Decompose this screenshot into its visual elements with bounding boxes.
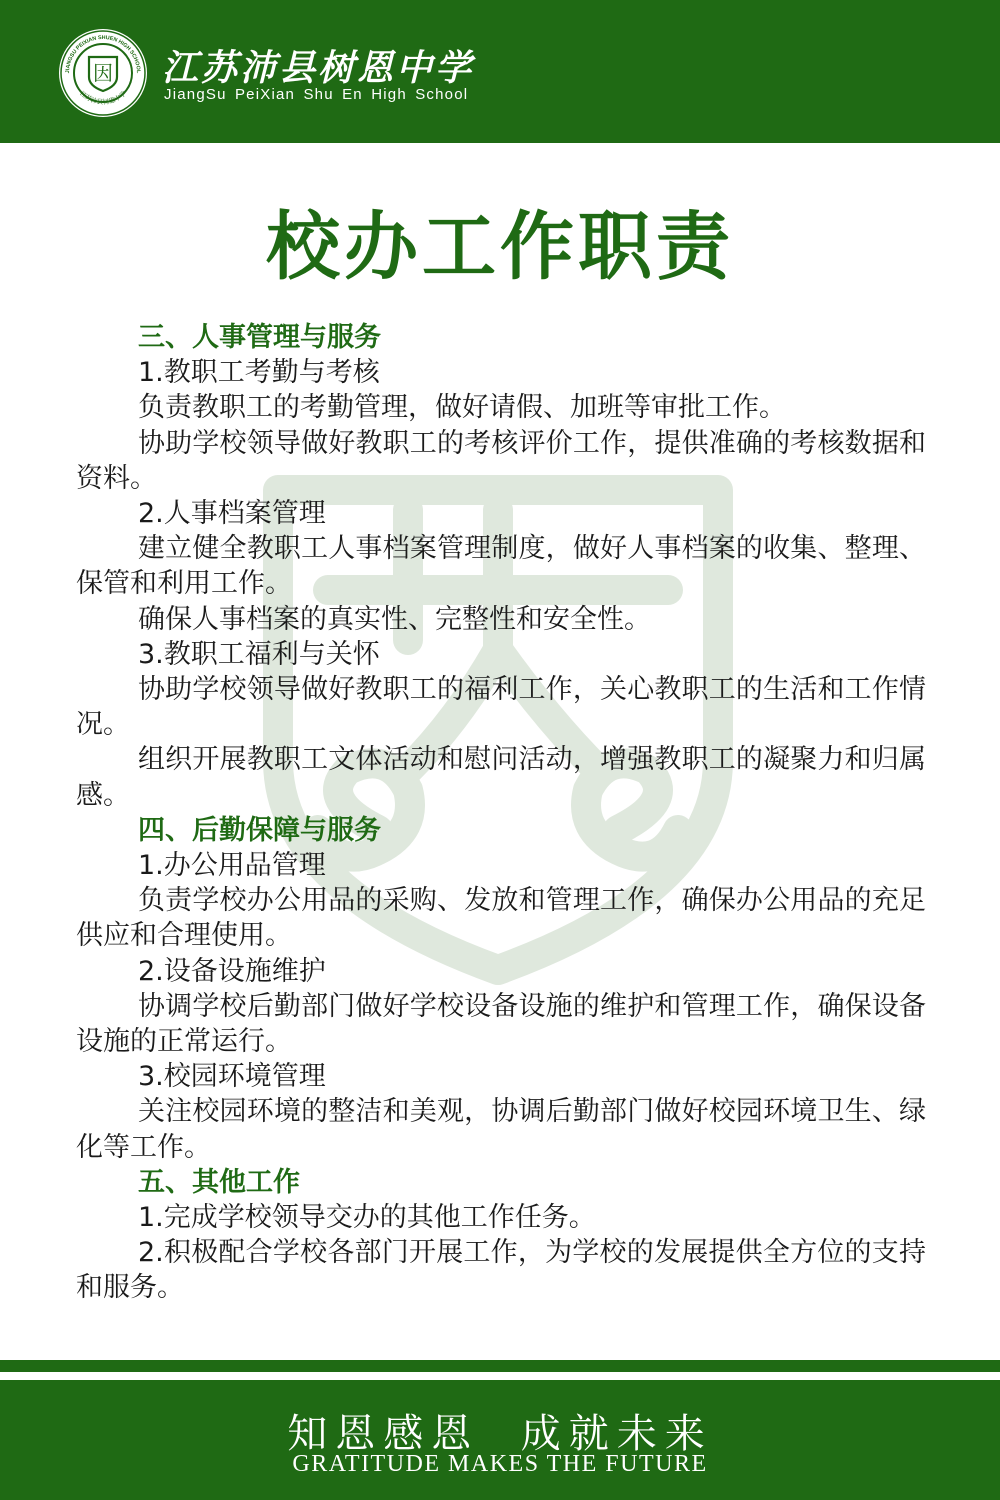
item-title: 2.人事档案管理 xyxy=(138,498,326,530)
svg-text:因: 因 xyxy=(93,61,113,85)
paragraph: 协助学校领导做好教职工的福利工作，关心教职工的生活和工作情况。 xyxy=(76,674,926,741)
section-heading: 五、其他工作 xyxy=(138,1166,300,1198)
header-bar xyxy=(0,0,1000,143)
paragraph: 1.完成学校领导交办的其他工作任务。 xyxy=(138,1202,596,1234)
section-heading: 三、人事管理与服务 xyxy=(138,322,381,353)
paragraph: 协调学校后勤部门做好学校设备设施的维护和管理工作，确保设备设施的正常运行。 xyxy=(76,990,926,1058)
paragraph: 协助学校领导做好教职工的考核评价工作，提供准确的考核数据和资料。 xyxy=(76,427,926,494)
item-title: 3.教职工福利与关怀 xyxy=(138,638,380,670)
svg-text:JIANGSU PEIXIAN SHUEN HIGH SCH: JIANGSU PEIXIAN SHUEN HIGH SCHOOL xyxy=(64,34,142,74)
paragraph: 确保人事档案的真实性、完整性和安全性。 xyxy=(138,603,651,635)
paragraph: 建立健全教职工人事档案管理制度，做好人事档案的收集、整理、保管和利用工作。 xyxy=(76,533,926,600)
paragraph: 2.积极配合学校各部门开展工作，为学校的发展提供全方位的支持和服务。 xyxy=(76,1237,926,1304)
slogan-cn: 知恩感恩 成就未来 xyxy=(287,1411,713,1457)
footer-divider xyxy=(0,1360,1000,1372)
svg-text:江苏沛县树恩中学: 江苏沛县树恩中学 xyxy=(78,89,128,107)
school-name-cn: 江苏沛县树恩中学 xyxy=(162,47,475,89)
school-name-en: JiangSu PeiXian Shu En High School xyxy=(164,86,469,103)
paragraph: 关注校园环境的整洁和美观，协调后勤部门做好校园环境卫生、绿化等工作。 xyxy=(76,1096,926,1163)
page-title: 校办工作职责 xyxy=(266,204,734,290)
document-body xyxy=(76,320,926,1306)
item-title: 1.办公用品管理 xyxy=(138,850,326,882)
item-title: 2.设备设施维护 xyxy=(138,955,326,987)
paragraph: 负责学校办公用品的采购、发放和管理工作，确保办公用品的充足供应和合理使用。 xyxy=(76,885,926,952)
school-logo xyxy=(58,28,148,118)
section-heading: 四、后勤保障与服务 xyxy=(138,814,381,846)
item-title: 1.教职工考勤与考核 xyxy=(138,357,380,389)
item-title: 3.校园环境管理 xyxy=(138,1061,326,1093)
slogan-en: GRATITUDE MAKES THE FUTURE xyxy=(292,1451,708,1477)
paragraph: 负责教职工的考勤管理，做好请假、加班等审批工作。 xyxy=(138,392,786,424)
paragraph: 组织开展教职工文体活动和慰问活动，增强教职工的凝聚力和归属感。 xyxy=(76,744,926,811)
